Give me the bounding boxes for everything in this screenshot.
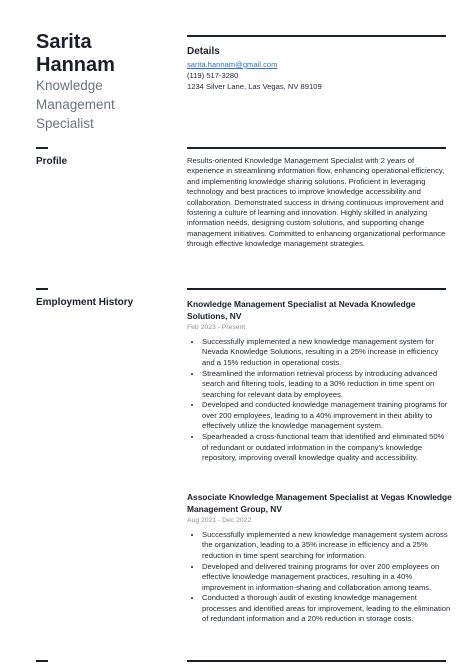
first-name: Sarita [36, 31, 92, 53]
address: 1234 Silver Lane, Las Vegas, NV 89109 [187, 82, 322, 91]
candidate-name [36, 31, 166, 77]
job-entry [187, 298, 452, 464]
employment-heading: Employment History [36, 297, 134, 308]
candidate-role [36, 76, 166, 133]
phone-number: (119) 517-3280 [187, 71, 239, 80]
list-item: • Successfully implemented a new knowledge management system across the organization, leading to a 35% increase in efficiency and a 25% reduction in time spent searching for information. [202, 530, 452, 561]
role-line: Specialist [36, 116, 94, 131]
list-item: • Conducted a thorough audit of existing knowledge management processes and identified areas for improvement, leading to the elimination of redundant information and a 20% reduction in storage costs. [202, 593, 452, 624]
list-item: • Spearheaded a cross-functional team that identified and eliminated 50% of redundant or outdated information in the company's knowledge repository, improving overall knowledge quality and accessibility. [202, 432, 452, 463]
next-section-marker [36, 660, 48, 662]
list-item: • Successfully implemented a new knowledge management system for Nevada Knowledge Solutions, resulting in a 25% increase in efficiency and a 15% reduction in operational costs. [202, 337, 452, 368]
email-link[interactable]: sarita.hannam@gmail.com [187, 60, 278, 69]
details-heading: Details [187, 46, 220, 57]
last-name: Hannam [36, 54, 115, 76]
profile-heading: Profile [36, 156, 68, 167]
job-achievements [187, 337, 452, 463]
next-section-divider [187, 660, 446, 662]
list-item: • Developed and conducted knowledge management training programs for over 200 employees, leading to a 40% improvement in their ability to effectively utilize the knowledge management system. [202, 400, 452, 431]
role-line: Knowledge [36, 78, 103, 93]
job-dates: Feb 2023 - Present [187, 324, 246, 331]
profile-divider [187, 147, 446, 149]
profile-marker [36, 147, 48, 149]
list-item: • Developed and delivered training programs for over 200 employees on effective knowledge management practices, resulting in a 40% improvement in information-sharing and collaboration among teams. [202, 562, 452, 593]
job-dates: Aug 2021 - Dec 2022 [187, 517, 252, 524]
job-title: Knowledge Management Specialist at Nevada Knowledge Solutions, NV [187, 299, 416, 321]
job-title: Associate Knowledge Management Specialist at Vegas Knowledge Management Group, NV [187, 492, 452, 514]
profile-summary: Results-oriented Knowledge Management Specialist with 2 years of experience in streamlining information flow, enhancing operational efficiency, and implementing knowledge sharing solutions. Proficient in leveraging technology and best practices to improve knowledge accessibility and collaboration. Demonstrated success in driving continuous improvement and fostering a culture of learning and innovation. Highly skilled in analyzing information needs, designing custom solutions, and supporting change management initiatives. Committed to enhancing organizational performance through effective knowledge management strategies. [187, 156, 446, 249]
job-entry [187, 491, 452, 625]
role-line: Management [36, 97, 115, 112]
details-divider [187, 35, 446, 37]
job-achievements [187, 530, 452, 625]
employment-divider [187, 288, 446, 290]
employment-marker [36, 288, 48, 290]
list-item: • Streamlined the information retrieval process by introducing advanced search and filtering tools, leading to a 30% reduction in time spent on searching for relevant data by employees. [202, 369, 452, 400]
